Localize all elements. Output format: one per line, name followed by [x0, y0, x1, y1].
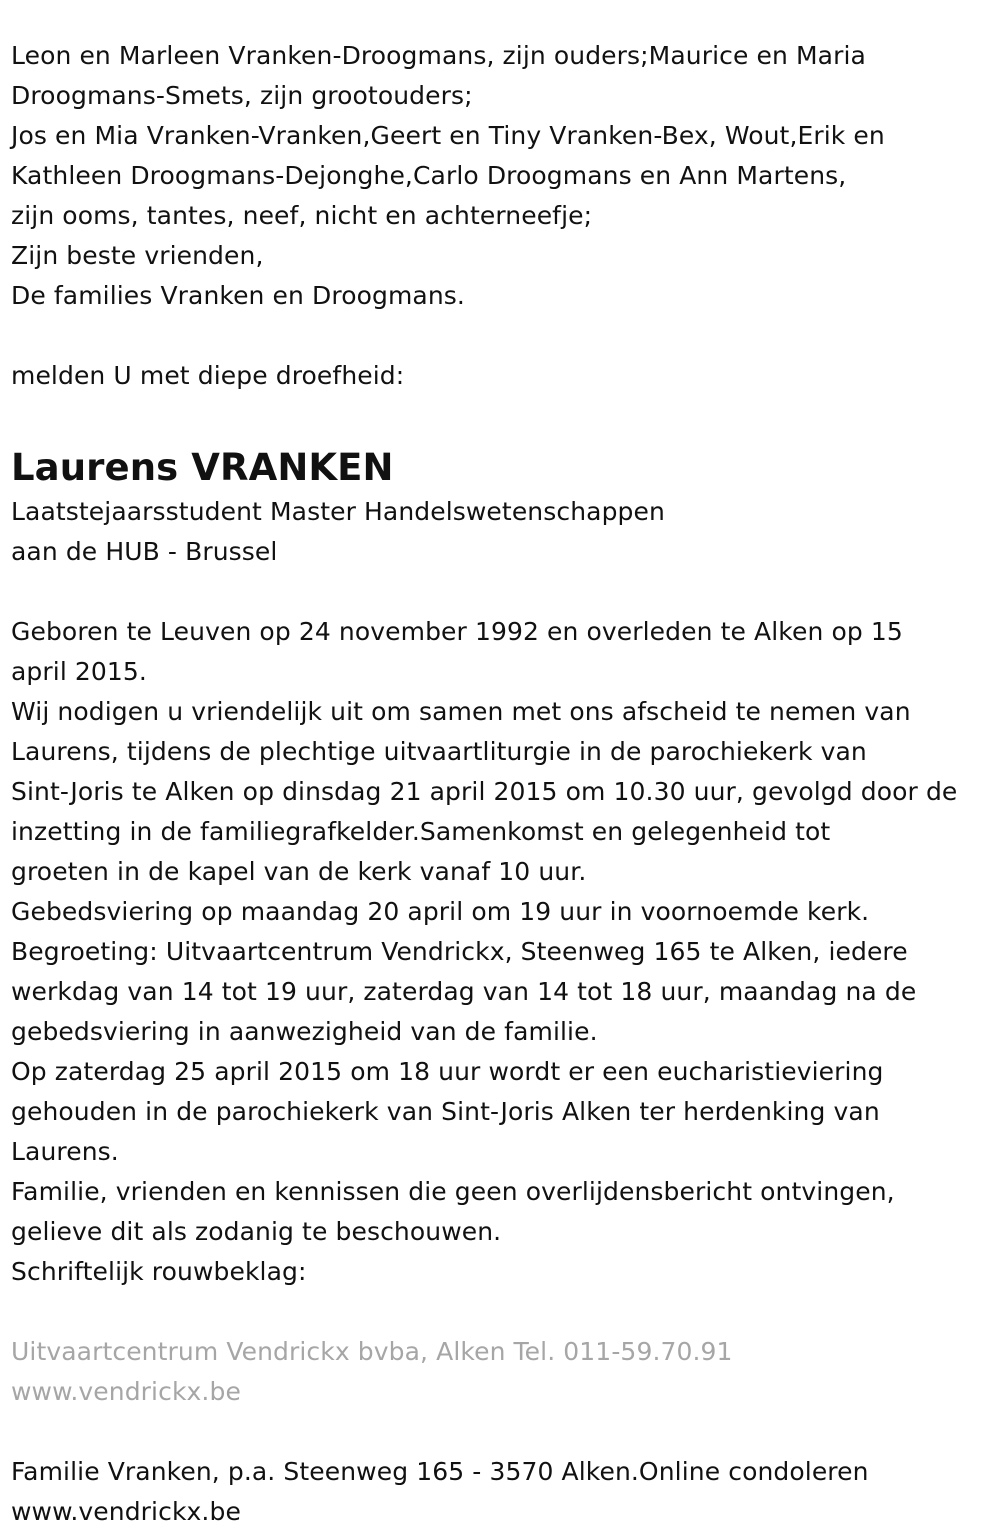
- footer-section: [11, 1452, 996, 1532]
- body-line: inzetting in de familiegrafkelder.Samenkomst en gelegenheid tot: [11, 817, 831, 846]
- funeral-home-website: www.vendrickx.be: [11, 1377, 241, 1406]
- body-line: Gebedsviering op maandag 20 april om 19 uur in voornoemde kerk.: [11, 897, 870, 926]
- footer-website: www.vendrickx.be: [11, 1497, 241, 1526]
- spacer: [11, 396, 996, 436]
- funeral-home-line: Uitvaartcentrum Vendrickx bvba, Alken Tel. 011-59.70.91: [11, 1337, 733, 1366]
- spacer: [11, 572, 996, 612]
- footer-line: Familie Vranken, p.a. Steenweg 165 - 3570 Alken.Online condoleren: [11, 1457, 869, 1486]
- family-line: Jos en Mia Vranken-Vranken,Geert en Tiny Vranken-Bex, Wout,Erik en: [11, 121, 885, 150]
- obituary-document: [11, 36, 996, 1532]
- body-line: gebedsviering in aanwezigheid van de familie.: [11, 1017, 598, 1046]
- body-line: Op zaterdag 25 april 2015 om 18 uur wordt er een eucharistieviering: [11, 1057, 884, 1086]
- family-line: zijn ooms, tantes, neef, nicht en achterneefje;: [11, 201, 593, 230]
- funeral-home-section: [11, 1332, 996, 1412]
- family-line: Zijn beste vrienden,: [11, 241, 264, 270]
- body-line: Schriftelijk rouwbeklag:: [11, 1257, 307, 1286]
- family-line: Leon en Marleen Vranken-Droogmans, zijn ouders;Maurice en Maria: [11, 41, 866, 70]
- body-line: Wij nodigen u vriendelijk uit om samen met ons afscheid te nemen van: [11, 697, 911, 726]
- spacer: [11, 316, 996, 356]
- body-line: Sint-Joris te Alken op dinsdag 21 april 2015 om 10.30 uur, gevolgd door de: [11, 777, 958, 806]
- body-section: [11, 612, 996, 1292]
- spacer: [11, 1412, 996, 1452]
- family-line: Droogmans-Smets, zijn grootouders;: [11, 81, 473, 110]
- deceased-subtitle: Laatstejaarsstudent Master Handelswetenschappen: [11, 497, 665, 526]
- body-line: Begroeting: Uitvaartcentrum Vendrickx, Steenweg 165 te Alken, iedere: [11, 937, 908, 966]
- body-line: werkdag van 14 tot 19 uur, zaterdag van 14 tot 18 uur, maandag na de: [11, 977, 917, 1006]
- body-line: gelieve dit als zodanig te beschouwen.: [11, 1217, 502, 1246]
- body-line: april 2015.: [11, 657, 147, 686]
- family-line: De families Vranken en Droogmans.: [11, 281, 465, 310]
- deceased-section: [11, 444, 996, 572]
- body-line: gehouden in de parochiekerk van Sint-Joris Alken ter herdenking van: [11, 1097, 880, 1126]
- spacer: [11, 1292, 996, 1332]
- body-line: groeten in de kapel van de kerk vanaf 10 uur.: [11, 857, 587, 886]
- deceased-subtitle: aan de HUB - Brussel: [11, 537, 278, 566]
- body-line: Geboren te Leuven op 24 november 1992 en overleden te Alken op 15: [11, 617, 903, 646]
- body-line: Familie, vrienden en kennissen die geen overlijdensbericht ontvingen,: [11, 1177, 895, 1206]
- family-section: [11, 36, 996, 316]
- announcement-text: melden U met diepe droefheid:: [11, 361, 405, 390]
- body-line: Laurens, tijdens de plechtige uitvaartliturgie in de parochiekerk van: [11, 737, 867, 766]
- body-line: Laurens.: [11, 1137, 119, 1166]
- family-line: Kathleen Droogmans-Dejonghe,Carlo Droogmans en Ann Martens,: [11, 161, 847, 190]
- deceased-name: Laurens VRANKEN: [11, 446, 394, 489]
